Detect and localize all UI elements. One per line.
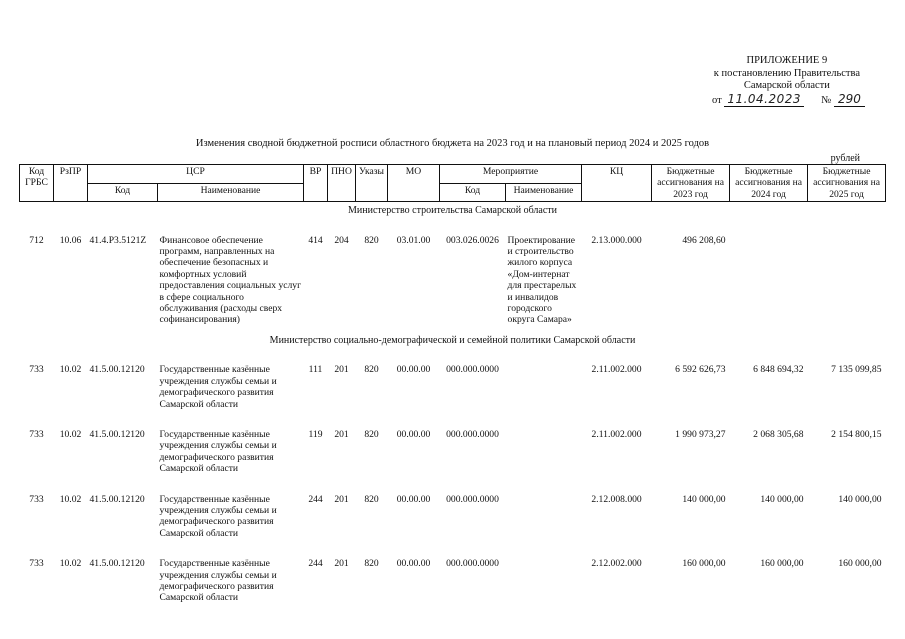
table-row — [20, 476, 886, 541]
cell-budget-2023: 496 208,60 — [682, 234, 726, 246]
cell-vr: 244 — [308, 558, 323, 570]
cell-rzpr: 10.06 — [59, 234, 82, 246]
cell-csr-name: Государственные казённые учреждения службы семьи и демографического развития Самарской области — [159, 558, 277, 604]
cell-ukazy: 820 — [364, 364, 379, 376]
cell-mer-kod: 000.000.0000 — [446, 428, 499, 440]
cell-rzpr: 10.02 — [59, 493, 82, 505]
table-row — [20, 540, 886, 605]
col-kc: КЦ — [582, 165, 652, 202]
cell-budget-2025: 7 135 099,85 — [831, 364, 882, 376]
col-mer-name: Наименование — [506, 183, 582, 202]
cell-pno: 204 — [334, 234, 349, 246]
cell-pno: 201 — [334, 364, 349, 376]
cell-budget-2023: 140 000,00 — [682, 493, 726, 505]
cell-pno: 201 — [334, 428, 349, 440]
cell-pno: 201 — [334, 493, 349, 505]
cell-csr-name: Финансовое обеспечение программ, направленных на обеспечение безопасных и комфортных условий предоставления социальных услуг в сфере социального обслуживания (расходы сверх софинансирования) — [159, 234, 302, 326]
appendix-region: Самарской области — [743, 80, 830, 91]
cell-csr-kod: 41.5.00.12120 — [89, 558, 145, 570]
cell-kc: 2.13.000.000 — [591, 234, 642, 246]
units-label: рублей — [830, 153, 860, 164]
cell-mer-kod: 000.000.0000 — [446, 364, 499, 376]
resolution-date-number — [712, 92, 865, 106]
handwritten-date: 11.04.2023 — [724, 92, 804, 107]
cell-mo: 00.00.00 — [396, 493, 431, 505]
cell-ukazy: 820 — [364, 493, 379, 505]
cell-mo: 00.00.00 — [396, 558, 431, 570]
cell-mo: 00.00.00 — [396, 428, 431, 440]
cell-grbs: 733 — [29, 558, 44, 570]
cell-budget-2024: 160 000,00 — [760, 558, 804, 570]
cell-csr-kod: 41.5.00.12120 — [89, 364, 145, 376]
col-pno: ПНО — [328, 165, 356, 202]
number-prefix: № — [821, 95, 832, 106]
cell-mer-name: Проектирование и строительство жилого корпуса «Дом-интернат для престарелых и инвалидов городского округа Самара» — [507, 234, 577, 326]
cell-grbs: 712 — [29, 234, 44, 246]
cell-pno: 201 — [334, 558, 349, 570]
cell-mo: 00.00.00 — [396, 364, 431, 376]
cell-mer-name — [506, 352, 582, 411]
col-kod-grbs: Код ГРБС — [20, 165, 54, 202]
cell-mer-name — [506, 540, 582, 605]
appendix-number: ПРИЛОЖЕНИЕ 9 — [746, 55, 828, 66]
cell-rzpr: 10.02 — [59, 558, 82, 570]
cell-csr-kod: 41.5.00.12120 — [89, 428, 145, 440]
col-meropriyatie: Мероприятие — [440, 165, 582, 184]
table-row — [20, 223, 886, 327]
table-header — [20, 165, 886, 202]
cell-ukazy: 820 — [364, 428, 379, 440]
cell-budget-2025: 2 154 800,15 — [831, 428, 882, 440]
cell-mer-kod: 003.026.0026 — [446, 234, 499, 246]
cell-ukazy: 820 — [364, 234, 379, 246]
cell-csr-kod: 41.4.Р3.5121Z — [89, 234, 147, 246]
cell-grbs: 733 — [29, 493, 44, 505]
col-mo: МО — [388, 165, 440, 202]
cell-ukazy: 820 — [364, 558, 379, 570]
cell-csr-name: Государственные казённые учреждения службы семьи и демографического развития Самарской области — [159, 428, 277, 475]
handwritten-number: 290 — [834, 92, 865, 107]
cell-budget-2025: 160 000,00 — [838, 558, 882, 570]
cell-budget-2024: 6 848 694,32 — [753, 364, 804, 376]
cell-kc: 2.11.002.000 — [591, 428, 642, 440]
cell-budget-2025: 140 000,00 — [838, 493, 882, 505]
table-body — [20, 202, 886, 605]
appendix-resolution: к постановлению Правительства — [713, 67, 860, 79]
appendix-header — [714, 55, 860, 93]
date-prefix: от — [712, 95, 722, 106]
cell-vr: 119 — [308, 428, 323, 440]
col-vr: ВР — [304, 165, 328, 202]
cell-mo: 03.01.00 — [396, 234, 431, 246]
cell-budget-2024 — [730, 223, 808, 327]
col-budget-2024: Бюджетные ассигнования на 2024 год — [730, 165, 808, 202]
table-row — [20, 352, 886, 411]
col-ukazy: Указы — [356, 165, 388, 202]
col-rzpr: РзПР — [54, 165, 88, 202]
cell-rzpr: 10.02 — [59, 364, 82, 376]
cell-mer-name — [506, 476, 582, 541]
cell-vr: 111 — [308, 364, 323, 376]
cell-budget-2023: 6 592 626,73 — [675, 364, 726, 376]
section-title: Министерство строительства Самарской области — [348, 205, 558, 217]
cell-budget-2024: 2 068 305,68 — [753, 428, 804, 440]
cell-budget-2023: 1 990 973,27 — [675, 428, 726, 440]
document-title: Изменения сводной бюджетной росписи областного бюджета на 2023 год и на плановый период 2024 и 2025 годов — [195, 138, 710, 149]
cell-kc: 2.11.002.000 — [591, 364, 642, 376]
col-csr-name: Наименование — [158, 183, 304, 202]
cell-budget-2023: 160 000,00 — [682, 558, 726, 570]
cell-mer-kod: 000.000.0000 — [446, 493, 499, 505]
col-mer-kod: Код — [440, 183, 506, 202]
cell-kc: 2.12.008.000 — [591, 493, 642, 505]
cell-vr: 414 — [308, 234, 323, 246]
col-csr-kod: Код — [88, 183, 158, 202]
budget-table — [19, 164, 886, 605]
cell-vr: 244 — [308, 493, 323, 505]
col-budget-2025: Бюджетные ассигнования на 2025 год — [808, 165, 886, 202]
cell-budget-2024: 140 000,00 — [760, 493, 804, 505]
cell-mer-name — [506, 411, 582, 476]
section-title: Министерство социально-демографической и семейной политики Самарской области — [269, 334, 636, 346]
cell-rzpr: 10.02 — [59, 428, 82, 440]
cell-mer-kod: 000.000.0000 — [446, 558, 499, 570]
cell-csr-name: Государственные казённые учреждения службы семьи и демографического развития Самарской области — [159, 364, 277, 410]
table-row — [20, 411, 886, 476]
cell-csr-kod: 41.5.00.12120 — [89, 493, 145, 505]
cell-kc: 2.12.002.000 — [591, 558, 642, 570]
col-csr: ЦСР — [88, 165, 304, 184]
cell-budget-2025 — [808, 223, 886, 327]
cell-grbs: 733 — [29, 364, 44, 376]
cell-csr-name: Государственные казённые учреждения службы семьи и демографического развития Самарской области — [159, 493, 277, 539]
col-budget-2023: Бюджетные ассигнования на 2023 год — [652, 165, 730, 202]
cell-grbs: 733 — [29, 428, 44, 440]
